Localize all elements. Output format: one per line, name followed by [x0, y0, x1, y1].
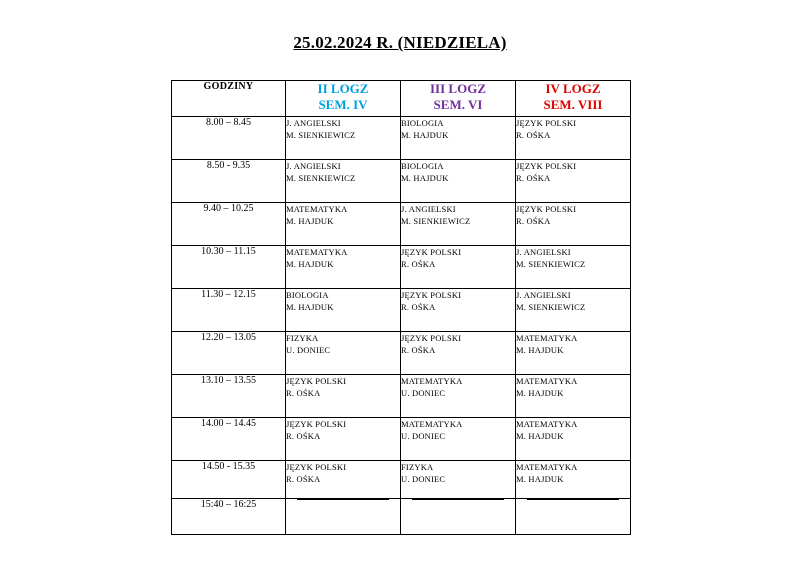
lesson-cell — [401, 117, 516, 160]
table-header-row — [172, 81, 631, 117]
hours-column-header: GODZINY — [172, 81, 286, 117]
subject-name: FIZYKA — [286, 333, 319, 343]
time-slot: 13.10 – 13.55 — [172, 375, 286, 418]
group-header-iv-logz — [516, 81, 631, 117]
teacher-name: M. SIENKIEWICZ — [516, 259, 586, 269]
subject-name: BIOLOGIA — [286, 290, 329, 300]
subject-name: JĘZYK POLSKI — [516, 118, 577, 128]
teacher-name: M. HAJDUK — [516, 474, 564, 484]
subject-name: MATEMATYKA — [401, 419, 463, 429]
subject-name: MATEMATYKA — [286, 204, 348, 214]
lesson-cell — [286, 418, 401, 461]
subject-name: MATEMATYKA — [516, 376, 578, 386]
subject-name: J. ANGIELSKI — [516, 247, 571, 257]
subject-name: MATEMATYKA — [286, 247, 348, 257]
subject-name: JĘZYK POLSKI — [516, 204, 577, 214]
group-header-name: III LOGZ — [430, 81, 486, 96]
time-slot: 9.40 – 10.25 — [172, 203, 286, 246]
teacher-name: R. OŚKA — [286, 431, 321, 441]
lesson-cell — [286, 117, 401, 160]
page-title: 25.02.2024 R. (NIEDZIELA) — [293, 33, 507, 52]
lesson-cell — [286, 246, 401, 289]
teacher-name: U. DONIEC — [286, 345, 331, 355]
lesson-cell — [286, 375, 401, 418]
lesson-cell — [401, 203, 516, 246]
table-row — [172, 289, 631, 332]
time-slot: 12.20 – 13.05 — [172, 332, 286, 375]
table-row — [172, 117, 631, 160]
group-header-name: II LOGZ — [317, 81, 369, 96]
teacher-name: M. HAJDUK — [401, 173, 449, 183]
lesson-cell — [286, 332, 401, 375]
group-header-name: IV LOGZ — [545, 81, 601, 96]
subject-name: J. ANGIELSKI — [286, 161, 341, 171]
subject-name: JĘZYK POLSKI — [401, 247, 462, 257]
teacher-name: M. HAJDUK — [286, 216, 334, 226]
table-row — [172, 499, 631, 535]
teacher-name: R. OŚKA — [401, 345, 436, 355]
lesson-cell — [516, 418, 631, 461]
time-slot: 14.00 – 14.45 — [172, 418, 286, 461]
empty-slot — [286, 499, 401, 535]
subject-name: MATEMATYKA — [516, 333, 578, 343]
lesson-cell — [401, 332, 516, 375]
group-header-ii-logz — [286, 81, 401, 117]
group-header-semester: SEM. VIII — [543, 97, 603, 112]
time-slot: 14.50 - 15.35 — [172, 461, 286, 499]
subject-name: J. ANGIELSKI — [401, 204, 456, 214]
subject-name: JĘZYK POLSKI — [401, 290, 462, 300]
teacher-name: R. OŚKA — [286, 388, 321, 398]
empty-slot — [516, 499, 631, 535]
subject-name: MATEMATYKA — [401, 376, 463, 386]
teacher-name: M. SIENKIEWICZ — [286, 173, 356, 183]
lesson-cell — [401, 289, 516, 332]
group-header-semester: SEM. VI — [433, 97, 483, 112]
lesson-cell — [286, 289, 401, 332]
time-slot: 8.50 - 9.35 — [172, 160, 286, 203]
subject-name: BIOLOGIA — [401, 161, 444, 171]
lesson-cell — [516, 117, 631, 160]
table-row — [172, 461, 631, 499]
table-row — [172, 418, 631, 461]
empty-slot-line — [297, 499, 389, 500]
lesson-cell — [401, 160, 516, 203]
group-header-semester: SEM. IV — [318, 97, 368, 112]
schedule-rows — [172, 117, 631, 535]
schedule-table — [171, 80, 631, 535]
teacher-name: M. SIENKIEWICZ — [286, 130, 356, 140]
teacher-name: M. SIENKIEWICZ — [401, 216, 471, 226]
subject-name: JĘZYK POLSKI — [286, 462, 347, 472]
empty-slot-line — [527, 499, 619, 500]
teacher-name: R. OŚKA — [516, 216, 551, 226]
teacher-name: M. HAJDUK — [516, 388, 564, 398]
lesson-cell — [401, 375, 516, 418]
table-row — [172, 246, 631, 289]
teacher-name: R. OŚKA — [516, 130, 551, 140]
teacher-name: M. HAJDUK — [516, 345, 564, 355]
teacher-name: M. HAJDUK — [286, 302, 334, 312]
teacher-name: U. DONIEC — [401, 431, 446, 441]
table-row — [172, 332, 631, 375]
time-slot: 11.30 – 12.15 — [172, 289, 286, 332]
time-slot: 15:40 – 16:25 — [172, 499, 286, 535]
lesson-cell — [516, 332, 631, 375]
subject-name: JĘZYK POLSKI — [516, 161, 577, 171]
time-slot: 8.00 – 8.45 — [172, 117, 286, 160]
subject-name: BIOLOGIA — [401, 118, 444, 128]
teacher-name: R. OŚKA — [516, 173, 551, 183]
teacher-name: R. OŚKA — [401, 302, 436, 312]
teacher-name: M. HAJDUK — [516, 431, 564, 441]
lesson-cell — [516, 375, 631, 418]
teacher-name: U. DONIEC — [401, 388, 446, 398]
lesson-cell — [401, 418, 516, 461]
lesson-cell — [286, 203, 401, 246]
subject-name: JĘZYK POLSKI — [286, 376, 347, 386]
teacher-name: R. OŚKA — [401, 259, 436, 269]
table-row — [172, 203, 631, 246]
lesson-cell — [286, 160, 401, 203]
lesson-cell — [401, 246, 516, 289]
lesson-cell — [516, 203, 631, 246]
subject-name: J. ANGIELSKI — [516, 290, 571, 300]
lesson-cell — [516, 160, 631, 203]
table-row — [172, 160, 631, 203]
lesson-cell — [286, 461, 401, 499]
table-row — [172, 375, 631, 418]
lesson-cell — [516, 461, 631, 499]
time-slot: 10.30 – 11.15 — [172, 246, 286, 289]
lesson-cell — [401, 461, 516, 499]
empty-slot-line — [412, 499, 504, 500]
empty-slot — [401, 499, 516, 535]
lesson-cell — [516, 289, 631, 332]
subject-name: MATEMATYKA — [516, 419, 578, 429]
teacher-name: M. HAJDUK — [401, 130, 449, 140]
subject-name: JĘZYK POLSKI — [401, 333, 462, 343]
subject-name: J. ANGIELSKI — [286, 118, 341, 128]
subject-name: MATEMATYKA — [516, 462, 578, 472]
teacher-name: M. SIENKIEWICZ — [516, 302, 586, 312]
group-header-iii-logz — [401, 81, 516, 117]
teacher-name: M. HAJDUK — [286, 259, 334, 269]
teacher-name: R. OŚKA — [286, 474, 321, 484]
subject-name: JĘZYK POLSKI — [286, 419, 347, 429]
lesson-cell — [516, 246, 631, 289]
teacher-name: U. DONIEC — [401, 474, 446, 484]
subject-name: FIZYKA — [401, 462, 434, 472]
